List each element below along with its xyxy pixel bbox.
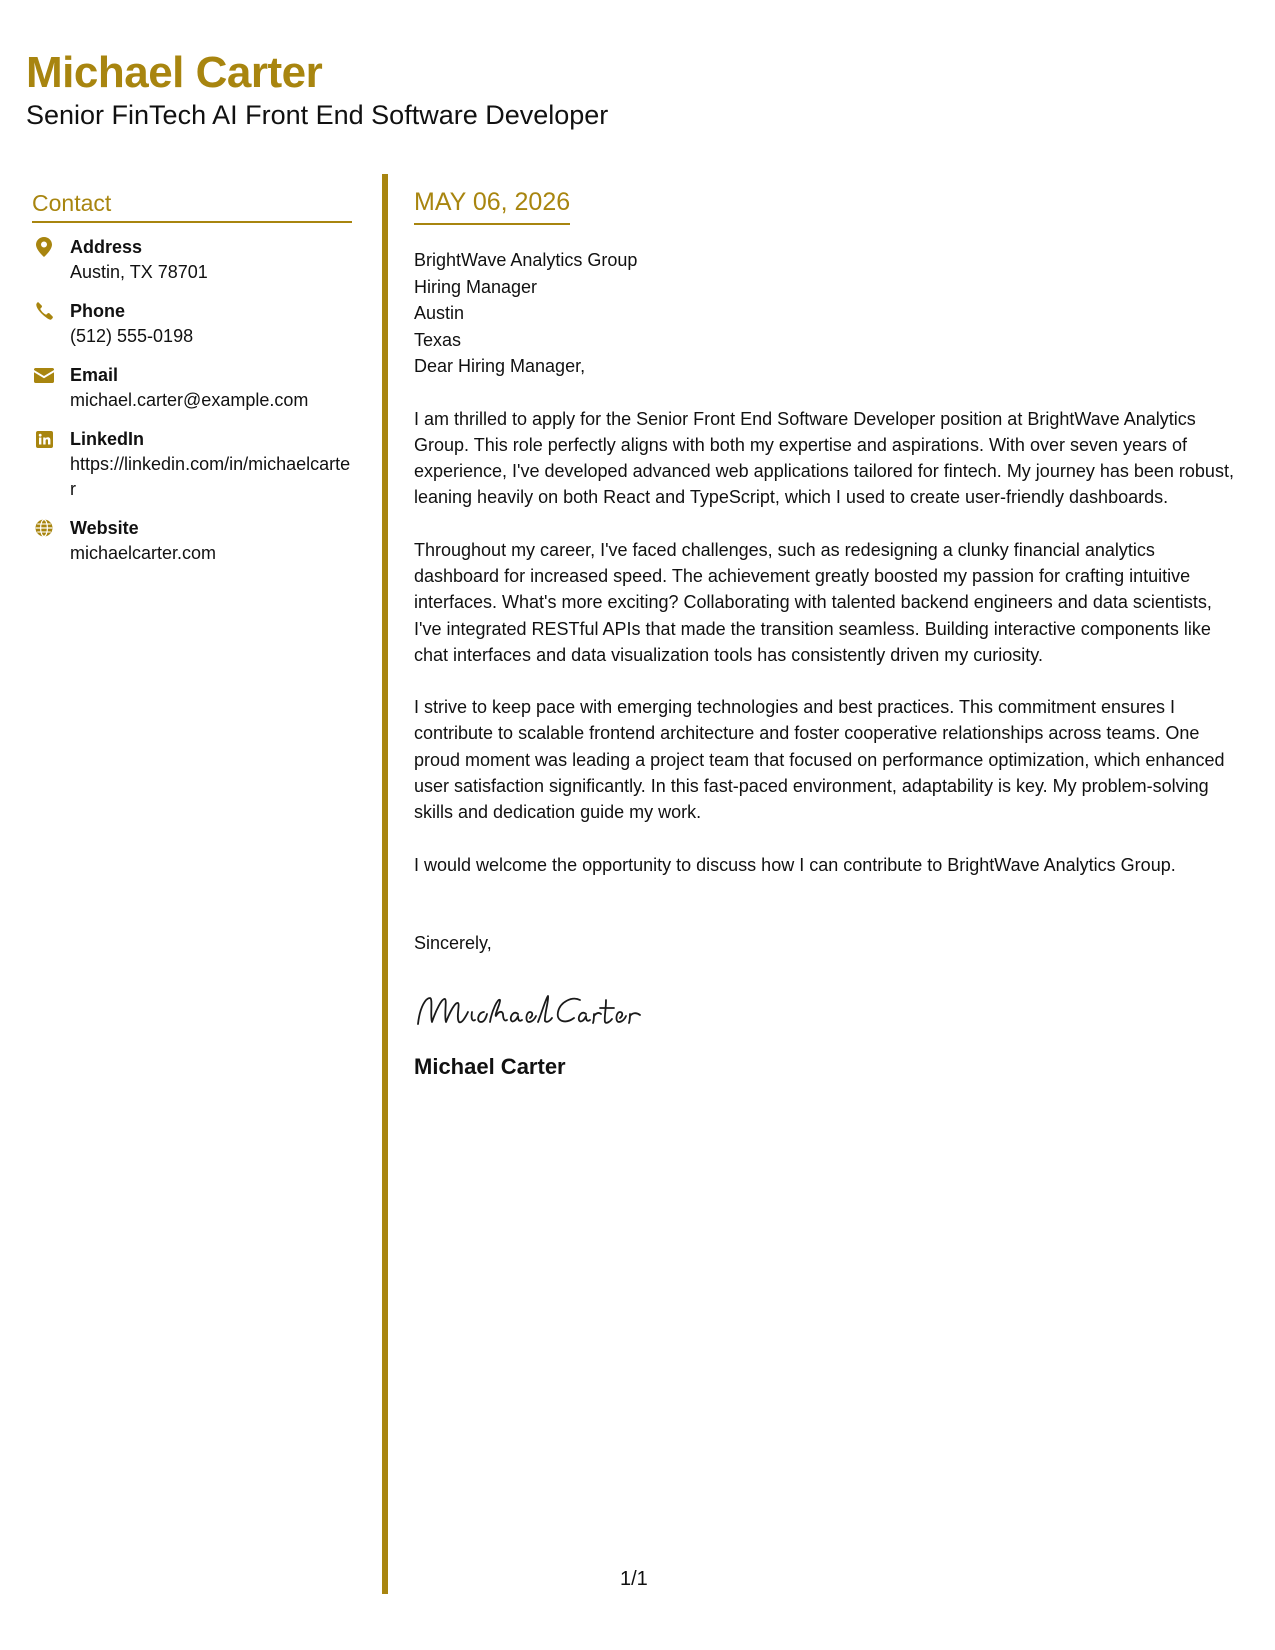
contact-sidebar xyxy=(32,190,352,580)
phone-icon xyxy=(34,301,54,321)
handwritten-signature xyxy=(414,986,1244,1036)
salutation: Dear Hiring Manager, xyxy=(414,356,586,376)
recipient-city: Austin xyxy=(414,303,465,323)
contact-email xyxy=(32,363,352,413)
globe-icon xyxy=(34,518,54,538)
contact-linkedin xyxy=(32,427,352,502)
contact-label: Email xyxy=(70,365,119,385)
body-paragraph: I would welcome the opportunity to discuss how I can contribute to BrightWave Analytics Group. xyxy=(414,854,1176,875)
signed-name: Michael Carter xyxy=(414,1053,566,1079)
contact-heading: Contact xyxy=(32,190,352,223)
contact-website xyxy=(32,516,352,566)
letter-body xyxy=(414,188,1244,1080)
contact-label: Website xyxy=(70,518,139,538)
body-paragraph: I strive to keep pace with emerging technologies and best practices. This commitment ensures I contribute to scalable frontend architecture and foster cooperative relationships across teams. One proud moment was leading a project team that focused on performance optimization, which enhanced user satisfaction significantly. In this fast-paced environment, adaptability is key. My problem-solving skills and dedication guide my work. xyxy=(414,697,1225,823)
contact-address xyxy=(32,235,352,285)
closing: Sincerely, xyxy=(414,932,492,953)
applicant-name: Michael Carter xyxy=(26,48,323,97)
envelope-icon xyxy=(34,365,54,385)
contact-value: (512) 555-0198 xyxy=(70,326,194,346)
recipient-company: BrightWave Analytics Group xyxy=(414,250,638,270)
contact-label: Address xyxy=(70,237,143,257)
recipient-title: Hiring Manager xyxy=(414,276,538,297)
recipient-block xyxy=(414,247,1244,380)
contact-value: Austin, TX 78701 xyxy=(70,262,208,282)
vertical-divider xyxy=(382,174,388,1594)
applicant-role: Senior FinTech AI Front End Software Developer xyxy=(26,100,609,130)
contact-label: LinkedIn xyxy=(70,429,145,449)
contact-value[interactable]: michael.carter@example.com xyxy=(70,390,309,410)
contact-label: Phone xyxy=(70,301,126,321)
body-paragraph: I am thrilled to apply for the Senior Front End Software Developer position at BrightWave Analytics Group. This role perfectly aligns with both my expertise and aspirations. With over seven years of experience, I've developed advanced web applications tailored for fintech. My journey has been robust, leaning heavily on both React and TypeScript, which I used to create user-friendly dashboards. xyxy=(414,408,1234,508)
map-pin-icon xyxy=(34,237,54,257)
letter-date: MAY 06, 2026 xyxy=(414,188,570,225)
recipient-state: Texas xyxy=(414,329,462,350)
linkedin-icon xyxy=(34,429,54,449)
page-number: 1/1 xyxy=(620,1568,648,1590)
body-paragraph: Throughout my career, I've faced challenges, such as redesigning a clunky financial analytics dashboard for increased speed. The achievement greatly boosted my passion for crafting intuitive interfaces. What's more exciting? Collaborating with talented backend engineers and data scientists, I've integrated RESTful APIs that made the transition seamless. Building interactive components like chat interfaces and data visualization tools has consistently driven my curiosity. xyxy=(414,539,1212,665)
signature-graphic xyxy=(414,986,654,1036)
contact-value[interactable]: michaelcarter.com xyxy=(70,543,217,563)
contact-phone xyxy=(32,299,352,349)
contact-value[interactable]: https://linkedin.com/in/michaelcarter xyxy=(70,454,351,499)
